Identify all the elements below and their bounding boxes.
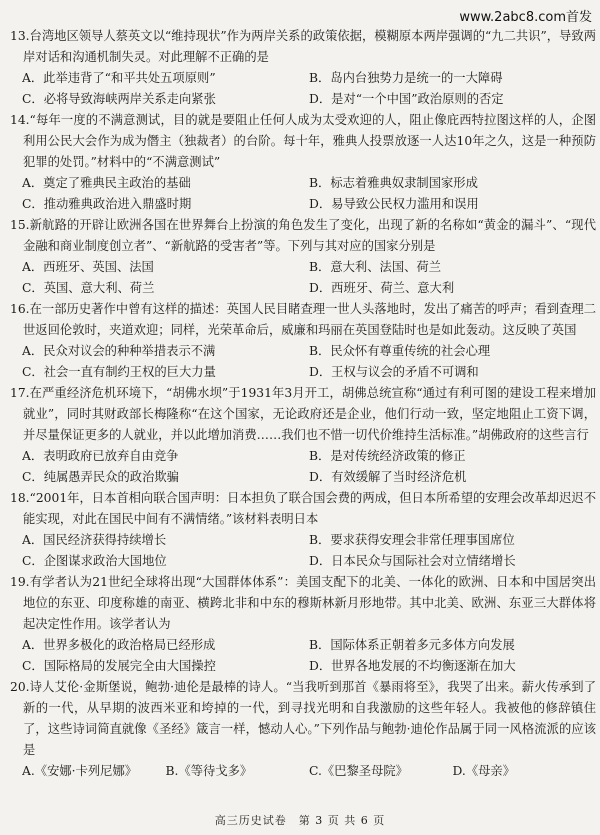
- option-c: C．必将导致海峡两岸关系走向紧张: [22, 92, 216, 106]
- question-20: [10, 677, 596, 782]
- question-15: [10, 215, 596, 299]
- page-footer: 高三历史试卷 第 3 页 共 6 页: [214, 814, 386, 827]
- question-stem: 16.在一部历史著作中曾有这样的描述：英国人民目睹查理一世人头落地时，发出了痛苦的呼声；看到查理二世返回伦敦时，夹道欢迎；同样，光荣革命后，威廉和玛丽在英国登陆时也是如此轰动。这反映了英国: [10, 302, 596, 337]
- option-c: C．国际格局的发展完全由大国操控: [22, 659, 216, 673]
- option-b: B．岛内台独势力是统一的一大障碍: [309, 71, 503, 85]
- options: [10, 173, 596, 215]
- option-a: A．世界多极化的政治格局已经形成: [22, 638, 216, 652]
- option-b: B.《等待戈多》: [165, 764, 253, 778]
- option-c: C．英国、意大利、荷兰: [22, 281, 155, 295]
- options: [10, 530, 596, 572]
- option-b: B．标志着雅典奴隶制国家形成: [309, 176, 478, 190]
- option-b: B．是对传统经济政策的修正: [309, 449, 466, 463]
- options: [10, 68, 596, 110]
- option-c: C．企图谋求政治大国地位: [22, 554, 167, 568]
- option-d: D．西班牙、荷兰、意大利: [309, 281, 455, 295]
- option-b: B．意大利、法国、荷兰: [309, 260, 442, 274]
- option-a: A．西班牙、英国、法国: [22, 260, 154, 274]
- options: [10, 761, 596, 782]
- options: [10, 257, 596, 299]
- option-d: D.《母亲》: [452, 764, 516, 778]
- question-16: [10, 299, 596, 383]
- option-b: B．要求获得安理会非常任理事国席位: [309, 533, 515, 547]
- option-d: D．是对“一个中国”政治原则的否定: [309, 92, 504, 106]
- question-13: [10, 26, 596, 110]
- option-d: D．易导致公民权力滥用和误用: [309, 197, 479, 211]
- option-c: C．纯属愚弄民众的政治欺骗: [22, 470, 179, 484]
- question-14: [10, 110, 596, 215]
- question-stem: 20.诗人艾伦·金斯堡说，鲍勃·迪伦是最棒的诗人。“当我听到那首《暴雨将至》，我哭了出来。薪火传承到了新的一代，从早期的波西米亚和垮掉的一代，到寻找光明和自我激励的这些年轻人。我被他的修辞镇住了，这些诗词简直就像《圣经》箴言一样，憾动人心。”下列作品与鲍勃·迪伦作品属于同一风格流派的应该是: [10, 680, 596, 757]
- option-a: A.《安娜·卡列尼娜》: [22, 764, 138, 778]
- option-b: B．国际体系正朝着多元多体方向发展: [309, 638, 515, 652]
- option-a: A．国民经济获得持续增长: [22, 533, 167, 547]
- question-stem: 19.有学者认为21世纪全球将出现“大国群体体系”：美国支配下的北美、一体化的欧洲、日本和中国居突出地位的东亚、印度称雄的南亚、横跨北非和中东的穆斯林新月形地带。其中北美、欧洲、东亚三大群体将起决定性作用。该学者认为: [10, 575, 596, 631]
- options: [10, 446, 596, 488]
- exam-page: [10, 26, 596, 782]
- option-d: D．日本民众与国际社会对立情绪增长: [309, 554, 516, 568]
- question-stem: 13.台湾地区领导人蔡英文以“维持现状”作为两岸关系的政策依据，模糊原本两岸强调的“九二共识”，导致两岸对话和沟通机制失灵。对此理解不正确的是: [10, 29, 596, 64]
- option-a: A．表明政府已放弃自由竞争: [22, 449, 179, 463]
- option-a: A．奠定了雅典民主政治的基础: [22, 176, 191, 190]
- question-stem: 15.新航路的开辟让欧洲各国在世界舞台上扮演的角色发生了变化，出现了新的名称如“黄金的漏斗”、“现代金融和商业制度创立者”、“新航路的受害者”等。下列与其对应的国家分别是: [10, 218, 596, 253]
- option-d: D．世界各地发展的不均衡逐渐在加大: [309, 659, 516, 673]
- question-17: [10, 383, 596, 488]
- option-d: D．有效缓解了当时经济危机: [309, 470, 467, 484]
- option-c: C．社会一直有制约王权的巨大力量: [22, 365, 216, 379]
- option-a: A．民众对议会的种种举措表示不满: [22, 344, 216, 358]
- option-c: C．推动雅典政治进入鼎盛时期: [22, 197, 192, 211]
- option-a: A．此举违背了“和平共处五项原则”: [22, 71, 216, 85]
- option-b: B．民众怀有尊重传统的社会心理: [309, 344, 491, 358]
- question-stem: 17.在严重经济危机环境下，“胡佛水坝”于1931年3月开工，胡佛总统宣称“通过有利可图的建设工程来增加就业”，同时其财政部长梅隆称“在这个国家，无论政府还是企业，他们行动一致，坚定地阻止工资下调，并尽量保证更多的人就业，并以此增加消费……我们也不惜一切代价维持生活标准。”胡佛政府的这些言行: [10, 386, 596, 442]
- question-19: [10, 572, 596, 677]
- options: [10, 341, 596, 383]
- question-stem: 14.“每年一度的不满意测试，目的就是要阻止任何人成为太受欢迎的人，阻止像庇西特拉图这样的人，企图利用公民大会作为成为僭主（独裁者）的台阶。每十年，雅典人投票放逐一人达10年之久，这是一种预防犯罪的处罚。”材料中的“不满意测试”: [10, 113, 596, 169]
- options: [10, 635, 596, 677]
- site-watermark: www.2abc8.com首发: [459, 10, 592, 25]
- option-d: D．王权与议会的矛盾不可调和: [309, 365, 479, 379]
- question-stem: 18.“2001年，日本首相向联合国声明：日本担负了联合国会费的两成，但日本所希望的安理会改革却迟迟不能实现，对此在国民中间有不满情绪。”该材料表明日本: [10, 491, 596, 526]
- question-18: [10, 488, 596, 572]
- option-c: C.《巴黎圣母院》: [309, 764, 408, 778]
